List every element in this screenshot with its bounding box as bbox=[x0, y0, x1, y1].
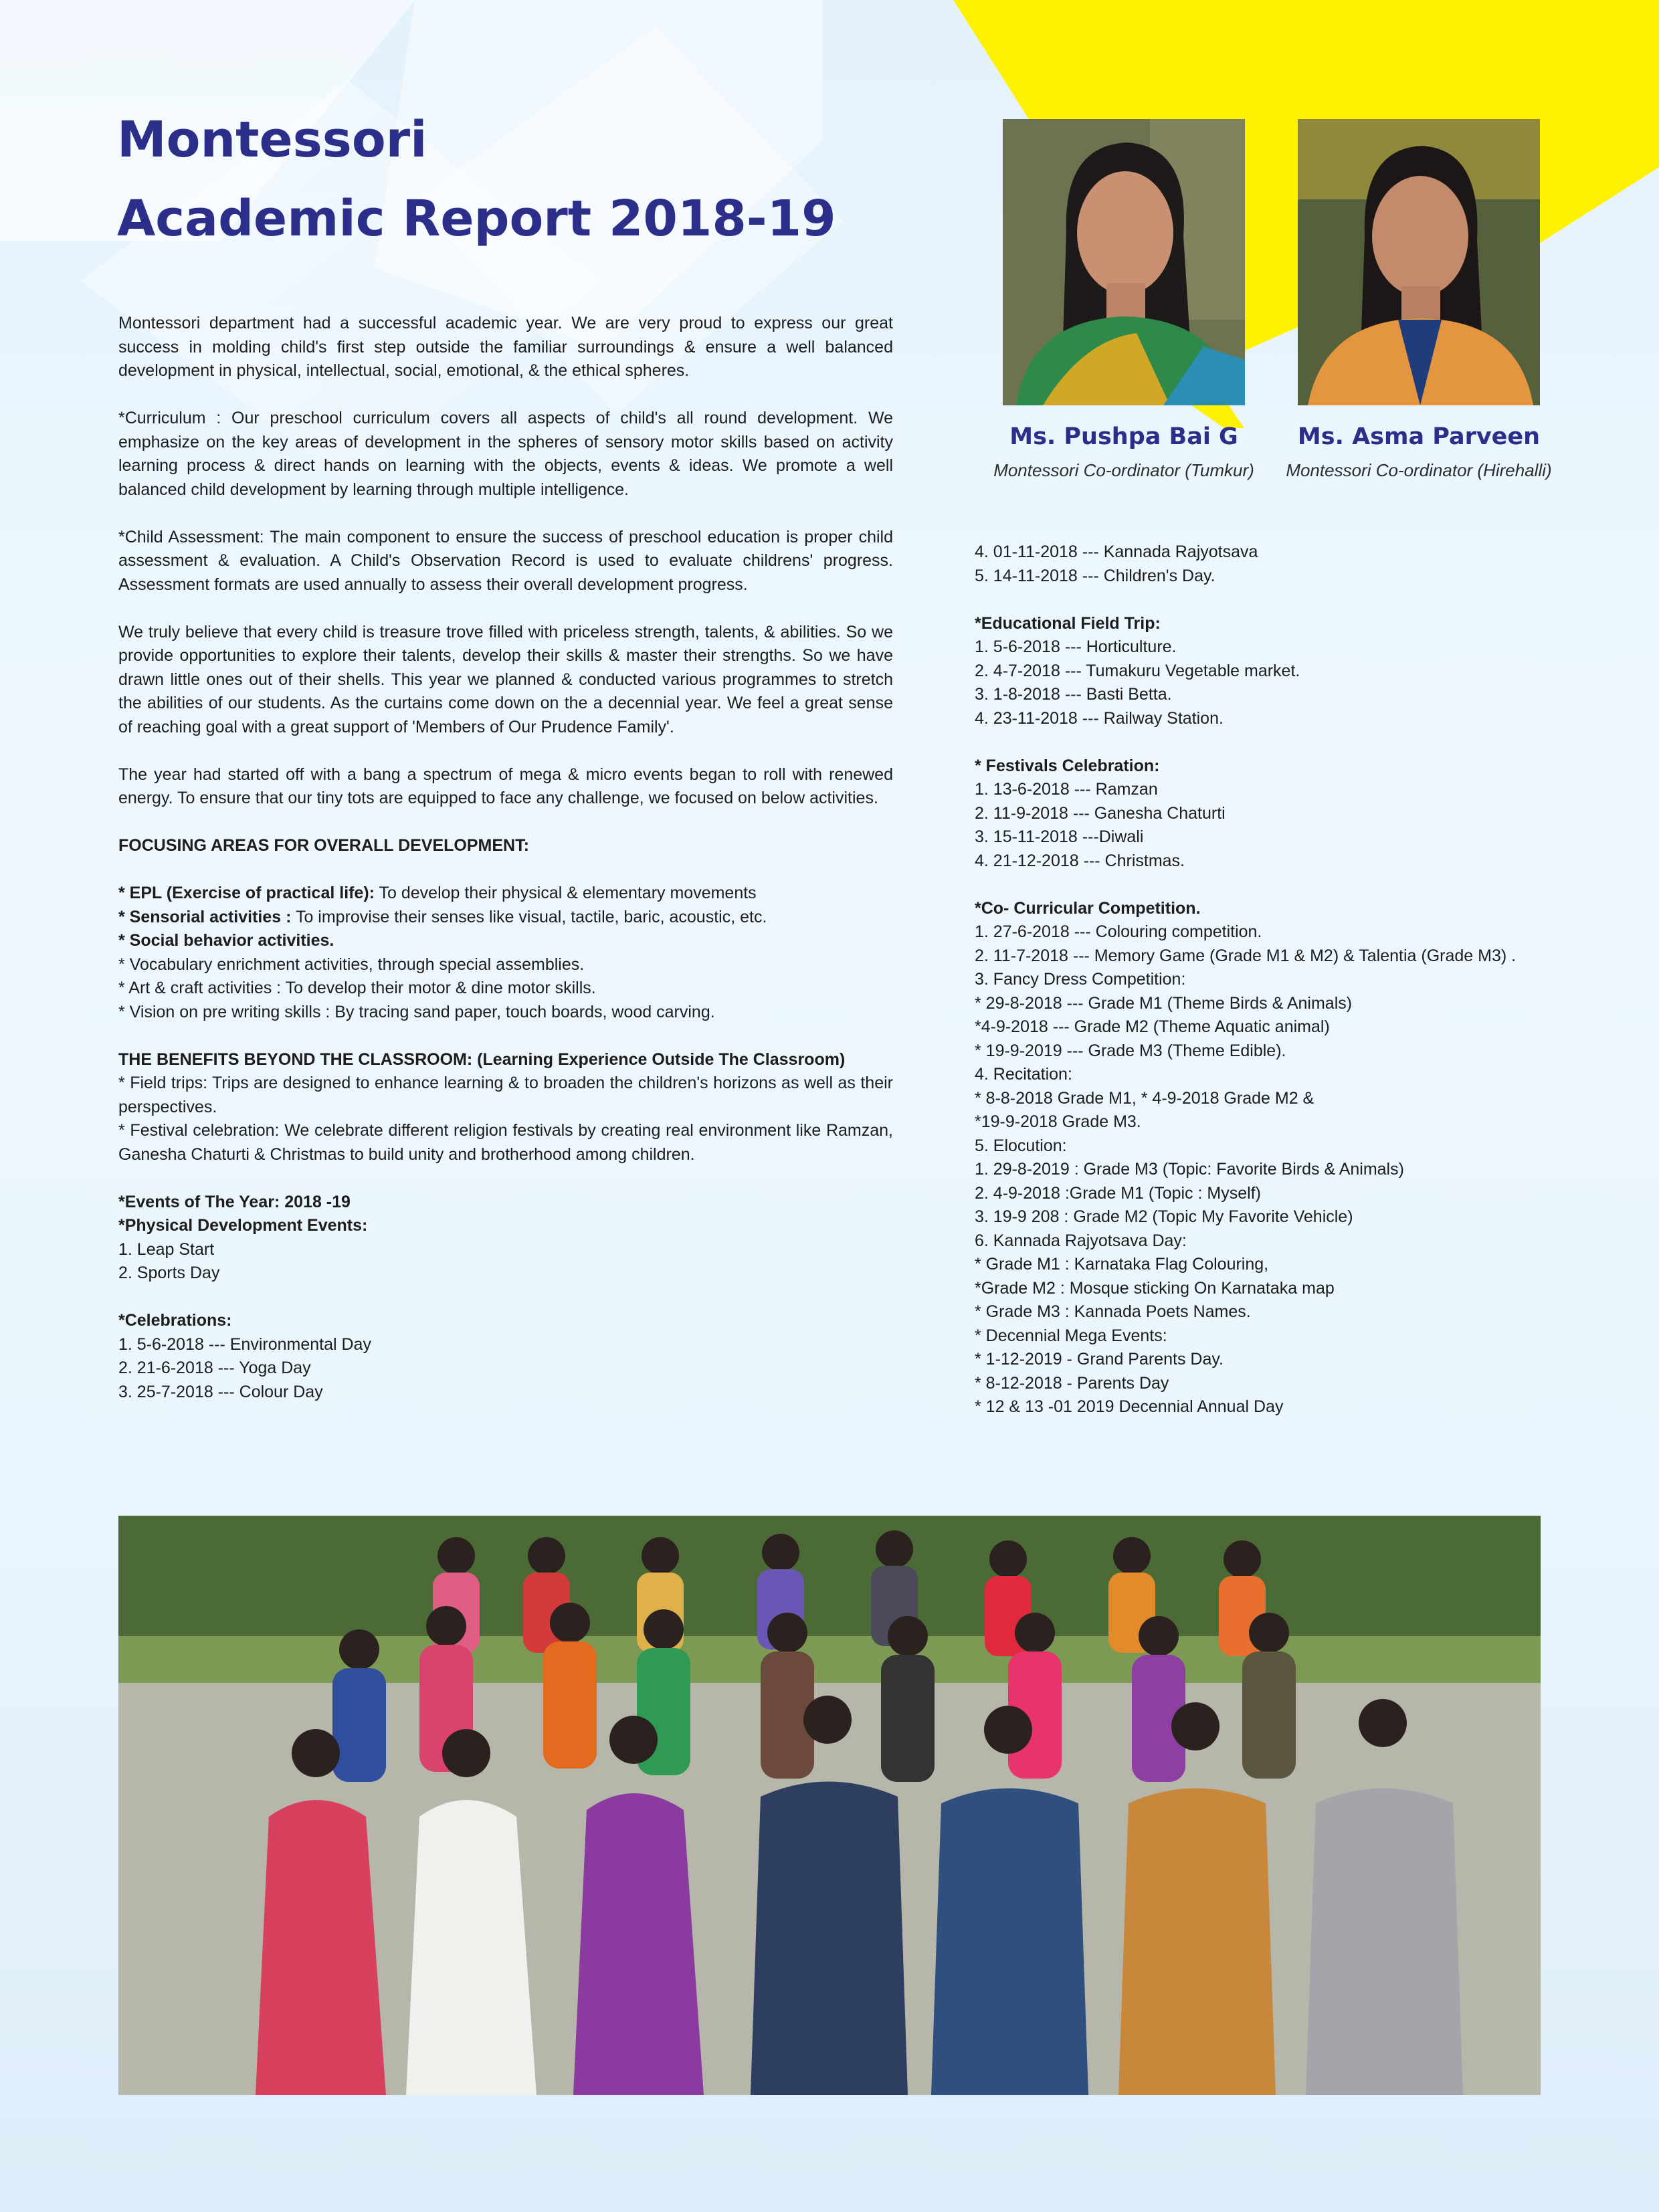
list-item: 1. 13-6-2018 --- Ramzan bbox=[975, 780, 1158, 799]
coordinator-role-asma: Montessori Co-ordinator (Hirehalli) bbox=[1286, 460, 1552, 480]
list-item: 4. 21-12-2018 --- Christmas. bbox=[975, 851, 1185, 870]
field-trip-heading: *Educational Field Trip: bbox=[975, 613, 1161, 633]
list-item: 2. Sports Day bbox=[118, 1264, 220, 1282]
page-title bbox=[117, 100, 836, 258]
list-item: 4. 23-11-2018 --- Railway Station. bbox=[975, 708, 1224, 728]
list-item: *19-9-2018 Grade M3. bbox=[975, 1112, 1141, 1131]
coordinator-role-pushpa: Montessori Co-ordinator (Tumkur) bbox=[993, 460, 1254, 480]
focus-item: * Vision on pre writing skills : By tracing sand paper, touch boards, wood carving. bbox=[118, 1002, 715, 1021]
report-left-column bbox=[118, 312, 893, 1404]
focus-sensorial-label: * Sensorial activities : bbox=[118, 907, 292, 926]
assessment-paragraph: *Child Assessment: The main component to ensure the success of preschool education is proper child assessment & evaluation. A Child's Observation Record is used to evaluate childrens' progress. Assessment formats are used annually to assess their overall development progress. bbox=[118, 527, 893, 594]
list-item: 1. 29-8-2019 : Grade M3 (Topic: Favorite Birds & Animals) bbox=[975, 1160, 1404, 1179]
list-item: * 12 & 13 -01 2019 Decennial Annual Day bbox=[975, 1397, 1284, 1416]
focus-epl-text: To develop their physical & elementary movements bbox=[375, 884, 757, 902]
coordinator-photo-asma bbox=[1298, 119, 1540, 405]
curriculum-paragraph: *Curriculum : Our preschool curriculum covers all aspects of child's all round development. We emphasize on the key areas of development in the spheres of sensory motor skills based on activity learning process & direct hands on learning with the objects, events & ideas. We promote a well balanced child development by learning through multiple intelligence. bbox=[118, 409, 893, 499]
focus-heading: FOCUSING AREAS FOR OVERALL DEVELOPMENT: bbox=[118, 836, 529, 855]
list-item: 2. 11-7-2018 --- Memory Game (Grade M1 & M2) & Talentia (Grade M3) . bbox=[975, 946, 1517, 965]
benefits-heading: THE BENEFITS BEYOND THE CLASSROOM: (Learning Experience Outside The Classroom) bbox=[118, 1049, 846, 1069]
focus-item-sensorial bbox=[118, 906, 893, 930]
cocurricular-heading: *Co- Curricular Competition. bbox=[975, 898, 1201, 918]
physical-heading: *Physical Development Events: bbox=[118, 1216, 368, 1235]
portrait-illustration bbox=[1298, 119, 1540, 405]
list-item: * 29-8-2018 --- Grade M1 (Theme Birds & Animals) bbox=[975, 993, 1353, 1013]
list-item: 3. 19-9 208 : Grade M2 (Topic My Favorite Vehicle) bbox=[975, 1207, 1353, 1226]
group-photo-illustration bbox=[118, 1516, 1541, 2095]
focus-sensorial-text: To improvise their senses like visual, tactile, baric, acoustic, etc. bbox=[291, 907, 767, 926]
focus-item-social: * Social behavior activities. bbox=[118, 931, 334, 950]
list-item: 1. 5-6-2018 --- Horticulture. bbox=[975, 637, 1177, 656]
title-line-1: Montessori bbox=[117, 111, 427, 169]
belief-paragraph: We truly believe that every child is treasure trove filled with priceless strength, talents, & abilities. So we provide opportunities to explore their talents, develop their skills & master their strengths. So we have drawn little ones out of their shells. This year we planned & conducted various programmes to stretch the abilities of our students. As the curtains come down on the a decennial year. We feel a great sense of reaching goal with a great support of 'Members of Our Prudence Family'. bbox=[118, 622, 893, 736]
coordinator-name-pushpa: Ms. Pushpa Bai G bbox=[1009, 423, 1238, 450]
events-heading: *Events of The Year: 2018 -19 bbox=[118, 1192, 351, 1211]
list-item: * 19-9-2019 --- Grade M3 (Theme Edible). bbox=[975, 1041, 1286, 1060]
list-item: *Grade M2 : Mosque sticking On Karnataka map bbox=[975, 1278, 1335, 1298]
list-item: * Grade M3 : Kannada Poets Names. bbox=[975, 1302, 1251, 1321]
field-trips-paragraph: * Field trips: Trips are designed to enhance learning & to broaden the children's horizons as well as their perspectives. bbox=[118, 1074, 893, 1116]
list-item: * 8-8-2018 Grade M1, * 4-9-2018 Grade M2 & bbox=[975, 1088, 1314, 1108]
list-item: *4-9-2018 --- Grade M2 (Theme Aquatic animal) bbox=[975, 1017, 1330, 1036]
coordinator-name-asma: Ms. Asma Parveen bbox=[1297, 423, 1541, 450]
staff-group-photo bbox=[118, 1516, 1541, 2095]
list-item: * Decennial Mega Events: bbox=[975, 1326, 1167, 1345]
festival-paragraph: * Festival celebration: We celebrate different religion festivals by creating real environment like Ramzan, Ganesha Chaturti & Christmas to build unity and brotherhood among children. bbox=[118, 1121, 893, 1164]
list-item: 5. 14-11-2018 --- Children's Day. bbox=[975, 566, 1215, 585]
list-item: 2. 21-6-2018 --- Yoga Day bbox=[118, 1359, 311, 1377]
year-start-paragraph: The year had started off with a bang a spectrum of mega & micro events began to roll with renewed energy. To ensure that our tiny tots are equipped to face any challenge, we focused on below activities. bbox=[118, 765, 893, 807]
list-item: 1. Leap Start bbox=[118, 1239, 215, 1259]
list-item: 3. 15-11-2018 ---Diwali bbox=[975, 827, 1144, 846]
list-item: 4. Recitation: bbox=[975, 1065, 1072, 1084]
list-item: 5. Elocution: bbox=[975, 1136, 1067, 1155]
focus-item: * Vocabulary enrichment activities, through special assemblies. bbox=[118, 954, 585, 974]
coordinator-photo-pushpa bbox=[1003, 119, 1245, 405]
focus-item-epl bbox=[118, 882, 893, 906]
list-item: 3. 1-8-2018 --- Basti Betta. bbox=[975, 685, 1172, 704]
report-right-column bbox=[975, 540, 1577, 1419]
list-item: * 1-12-2019 - Grand Parents Day. bbox=[975, 1350, 1224, 1369]
list-item: 2. 4-7-2018 --- Tumakuru Vegetable market. bbox=[975, 661, 1300, 680]
intro-paragraph: Montessori department had a successful academic year. We are very proud to express our great success in molding child's first step outside the familiar surroundings & ensure a well balanced development in physical, intellectual, social, emotional, & the ethical spheres. bbox=[118, 314, 893, 380]
focus-item: * Art & craft activities : To develop their motor & dine motor skills. bbox=[118, 979, 596, 997]
list-item: 3. 25-7-2018 --- Colour Day bbox=[118, 1382, 323, 1401]
list-item: 2. 4-9-2018 :Grade M1 (Topic : Myself) bbox=[975, 1183, 1261, 1203]
portrait-illustration bbox=[1003, 119, 1245, 405]
list-item: 1. 5-6-2018 --- Environmental Day bbox=[118, 1334, 371, 1354]
list-item: * 8-12-2018 - Parents Day bbox=[975, 1373, 1169, 1393]
list-item: * Grade M1 : Karnataka Flag Colouring, bbox=[975, 1255, 1269, 1274]
celebrations-heading: *Celebrations: bbox=[118, 1311, 232, 1330]
title-line-2: Academic Report 2018-19 bbox=[117, 190, 836, 247]
list-item: 4. 01-11-2018 --- Kannada Rajyotsava bbox=[975, 542, 1258, 561]
focus-epl-label: * EPL (Exercise of practical life): bbox=[118, 884, 375, 902]
list-item: 2. 11-9-2018 --- Ganesha Chaturti bbox=[975, 803, 1226, 823]
festivals-heading: * Festivals Celebration: bbox=[975, 756, 1160, 775]
list-item: 3. Fancy Dress Competition: bbox=[975, 970, 1186, 989]
list-item: 6. Kannada Rajyotsava Day: bbox=[975, 1231, 1187, 1250]
list-item: 1. 27-6-2018 --- Colouring competition. bbox=[975, 922, 1262, 941]
